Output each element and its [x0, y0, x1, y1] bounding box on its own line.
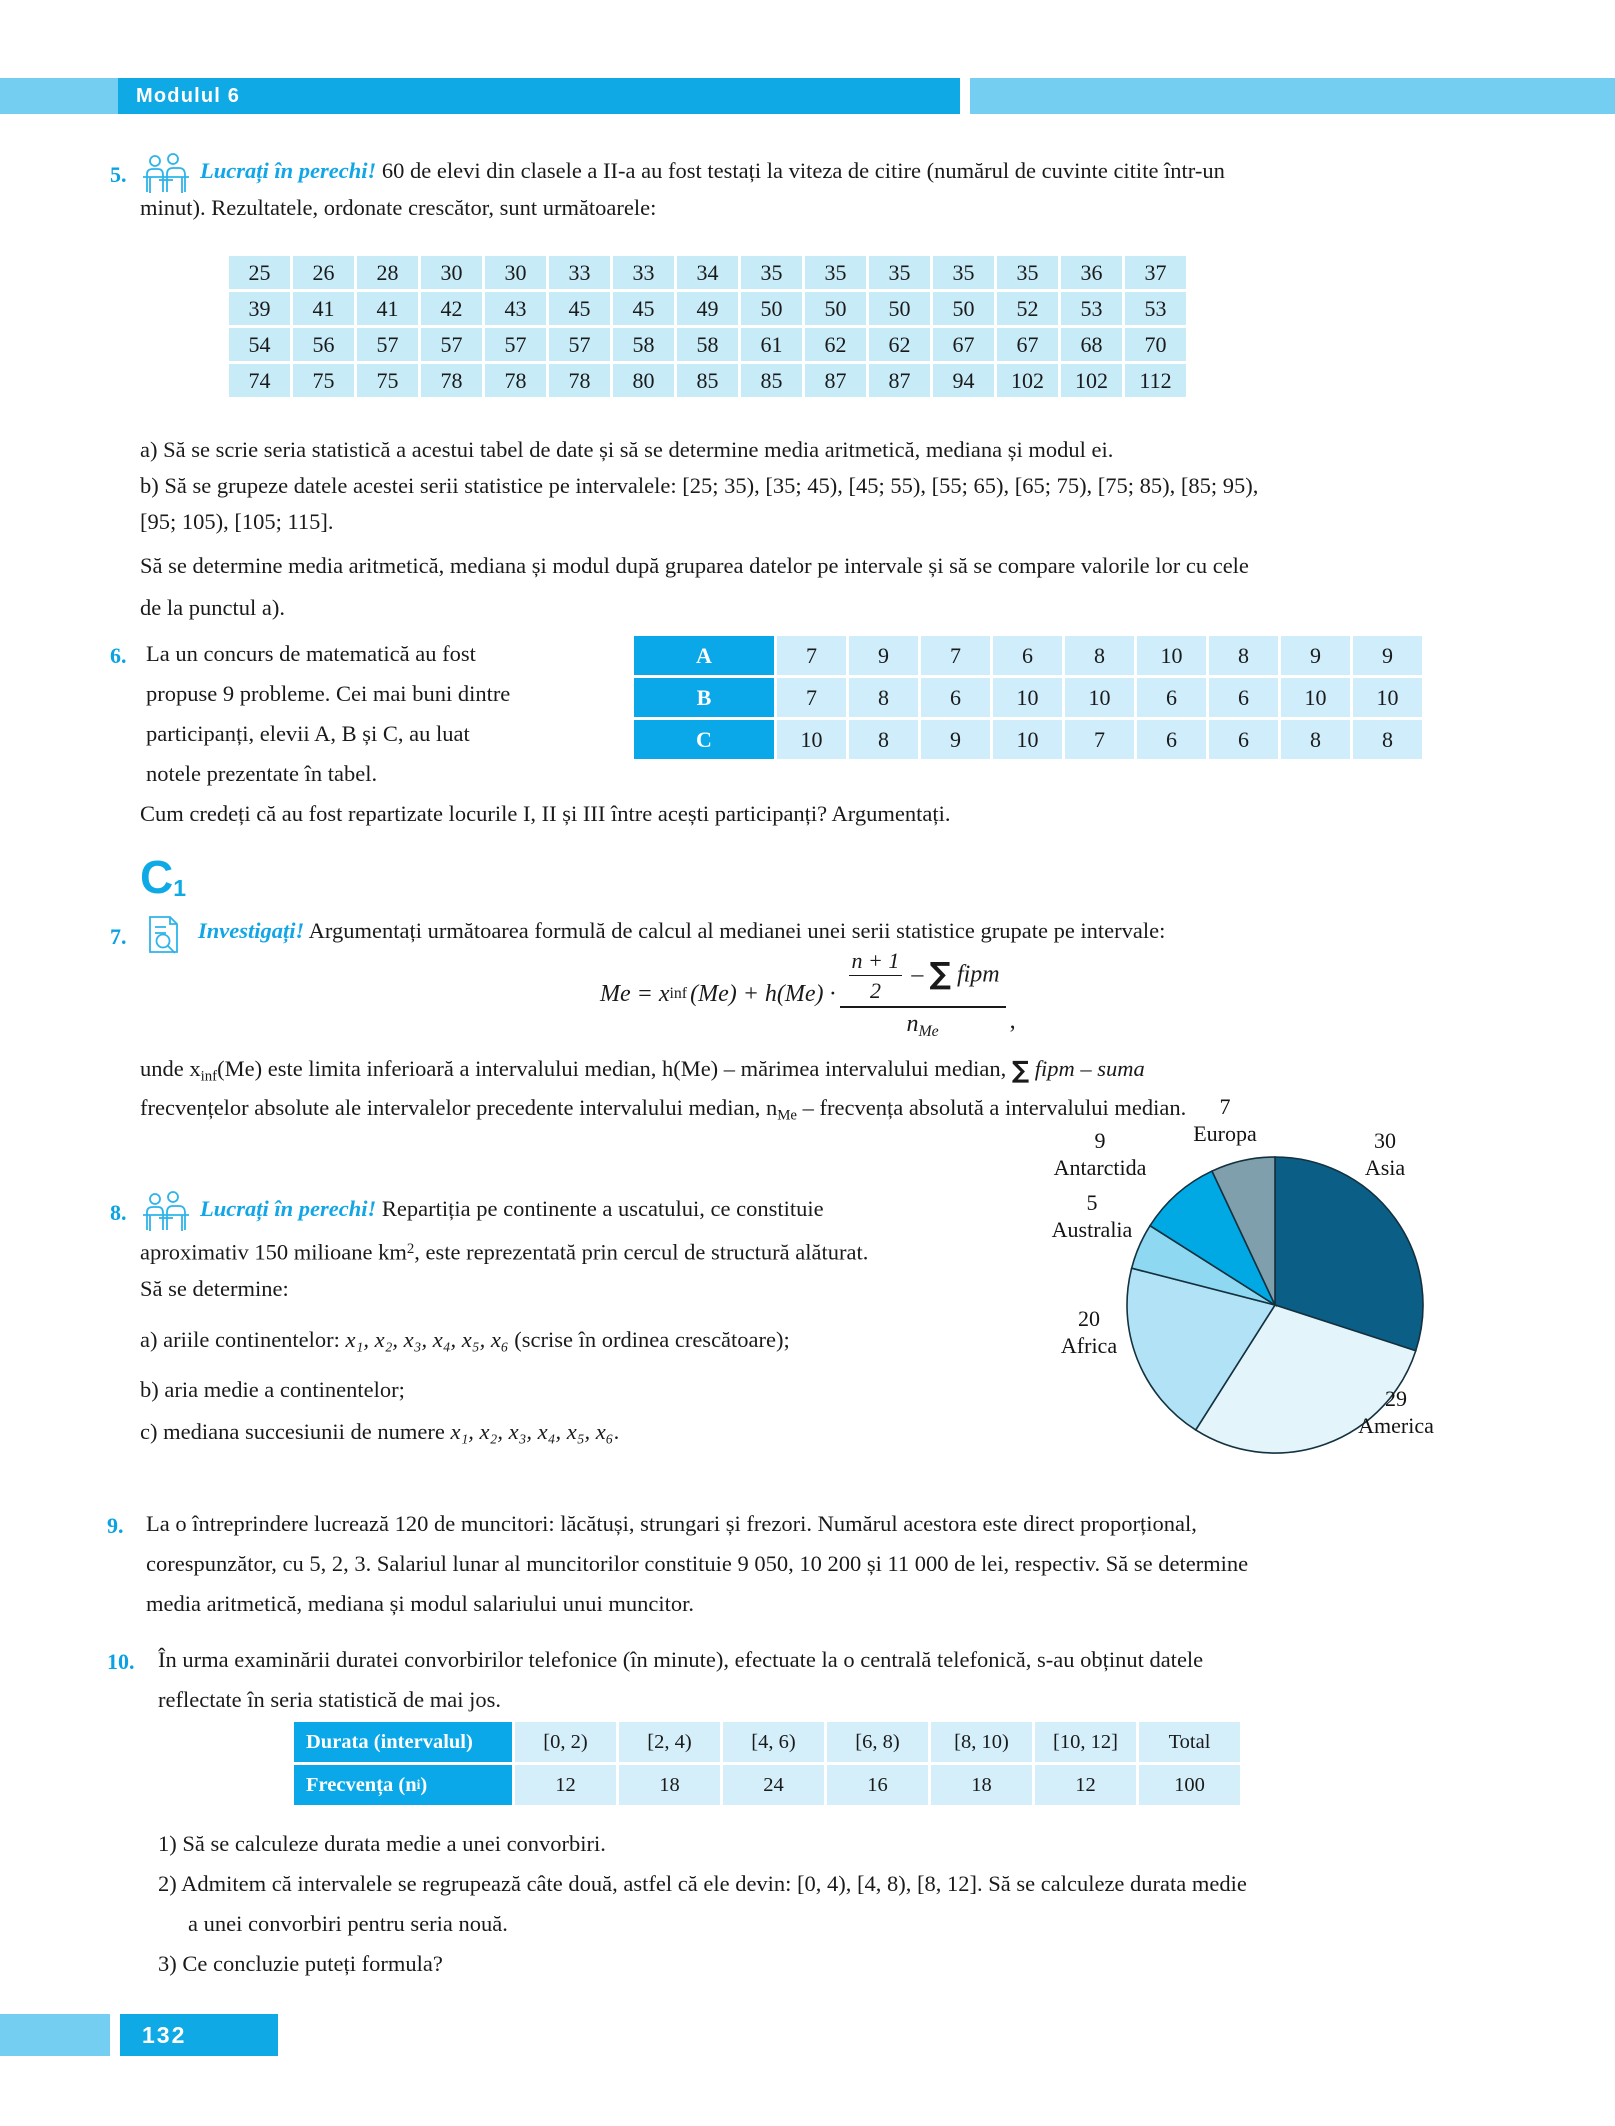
exercise-8-line1	[200, 1191, 1080, 1227]
continents-pie-chart	[1050, 1094, 1490, 1465]
exercise-7-line1	[198, 913, 1518, 949]
data-cell: 36	[1061, 256, 1122, 289]
table-cell: 6	[1137, 678, 1206, 717]
data-cell: 52	[997, 292, 1058, 325]
pie-name-asia: Asia	[1364, 1155, 1406, 1180]
data-cell: 58	[613, 328, 674, 361]
table-cell-frequency: 100	[1139, 1765, 1240, 1805]
section-marker-index: 1	[173, 874, 187, 901]
section-marker-c1	[140, 850, 186, 904]
formula-numerator	[840, 948, 1006, 1006]
ex8-a-vars: x₁, x₂, x₃, x₄, x₅, x₆	[345, 1327, 509, 1352]
table-cell-frequency: 24	[723, 1765, 824, 1805]
data-cell: 45	[613, 292, 674, 325]
note-l1-b: (Me) este limita inferioară a intervalului median, h(Me) – mărimea intervalului median,	[217, 1056, 1012, 1081]
table-cell: 10	[993, 720, 1062, 759]
table-cell: 10	[1353, 678, 1422, 717]
pie-value-australia: 5	[1086, 1190, 1098, 1215]
table-cell: 6	[1209, 720, 1278, 759]
table-cell-interval: [8, 10)	[931, 1722, 1032, 1762]
exercise-9-line1: La o întreprindere lucrează 120 de muncitori: lăcătuși, strungari și frezori. Numărul acestora este direct proporțional,	[146, 1511, 1197, 1536]
exercise-5-sub-b-l2: [95; 105), [105; 115].	[140, 509, 334, 534]
pie-label-asia	[1330, 1127, 1440, 1181]
pie-name-africa: Africa	[1060, 1333, 1118, 1358]
header-gap	[960, 78, 970, 114]
formula-lhs-2: (Me) + h(Me) ·	[690, 980, 836, 1007]
data-cell: 41	[357, 292, 418, 325]
exercise-8-line2	[140, 1231, 1040, 1271]
note-l2-b: – frecvența absolută a intervalului median.	[797, 1095, 1187, 1120]
table-cell-interval: [2, 4)	[619, 1722, 720, 1762]
data-cell: 28	[357, 256, 418, 289]
exercise-10-q3: 3) Ce concluzie puteți formula?	[158, 1951, 443, 1976]
sigma-icon-inline: ∑	[1011, 1056, 1030, 1084]
data-cell: 45	[549, 292, 610, 325]
exercise-6-line2: propuse 9 probleme. Cei mai buni dintre	[146, 681, 511, 706]
data-cell: 94	[933, 364, 994, 397]
table-cell-interval: Total	[1139, 1722, 1240, 1762]
data-cell: 30	[421, 256, 482, 289]
data-cell: 75	[293, 364, 354, 397]
data-cell: 78	[421, 364, 482, 397]
table-cell: 10	[777, 720, 846, 759]
table-cell: 8	[849, 678, 918, 717]
data-cell: 74	[229, 364, 290, 397]
exercise-5-data-grid	[229, 256, 1186, 397]
data-cell: 78	[485, 364, 546, 397]
exercise-8-text2b: , este reprezentată prin cercul de structură alăturat.	[414, 1239, 869, 1265]
formula-inner-fraction	[849, 948, 903, 1004]
exercise-5-sub-b-l4: de la punctul a).	[140, 595, 285, 620]
data-cell: 57	[357, 328, 418, 361]
formula-inner-num: n + 1	[851, 948, 900, 973]
data-cell: 35	[741, 256, 802, 289]
formula-sigma-term: fipm	[956, 961, 1000, 988]
table-cell: 10	[1137, 636, 1206, 675]
exercise-9-line3: media aritmetică, mediana și modul salariului unui muncitor.	[146, 1591, 694, 1616]
data-cell: 70	[1125, 328, 1186, 361]
table-cell: 8	[1281, 720, 1350, 759]
data-cell: 54	[229, 328, 290, 361]
exercise-8-number: 8.	[110, 1200, 127, 1225]
pie-label-africa	[1034, 1305, 1144, 1359]
pie-name-antarctida: Antarctida	[1053, 1155, 1147, 1180]
ex8-c-pre: c) mediana succesiunii de numere	[140, 1419, 451, 1444]
data-cell: 78	[549, 364, 610, 397]
data-cell: 87	[869, 364, 930, 397]
exercise-10-q2-l2: a unei convorbiri pentru seria nouă.	[188, 1911, 508, 1936]
exercise-7-note-l1	[140, 1051, 1520, 1094]
footer-left-accent	[0, 2014, 110, 2056]
table-row-label: C	[634, 720, 774, 759]
exercise-5-line1	[200, 153, 1500, 189]
exercise-10-q1: 1) Să se calculeze durata medie a unei convorbiri.	[158, 1831, 606, 1856]
exercise-8-sub-c	[140, 1414, 1040, 1450]
data-cell: 50	[933, 292, 994, 325]
ex8-a-post: (scrise în ordinea crescătoare);	[508, 1327, 790, 1352]
exercise-7-text: Argumentați următoarea formulă de calcul al medianei unei serii statistice grupate pe intervale:	[304, 918, 1166, 943]
exercise-7-note-l2	[140, 1090, 1520, 1133]
formula-main-fraction	[840, 948, 1006, 1041]
header-left-accent	[0, 78, 118, 114]
pie-name-america: America	[1358, 1413, 1434, 1438]
exercise-5-tag: Lucrați în perechi!	[200, 158, 377, 183]
table-header-frequency: Frecvența (n i )	[294, 1765, 512, 1805]
data-cell: 62	[869, 328, 930, 361]
note-l2-a-sub: Me	[777, 1107, 798, 1124]
exercise-5-sub-b-l3: Să se determine media aritmetică, mediana și modul după gruparea datelor pe intervale și să se compare valorile lor cu cele	[140, 553, 1249, 578]
ex8-c-vars: x₁, x₂, x₃, x₄, x₅, x₆	[450, 1419, 614, 1444]
exercise-8-sub-a	[140, 1322, 1040, 1358]
pie-label-antarctida	[1040, 1127, 1160, 1181]
data-cell: 30	[485, 256, 546, 289]
exercise-5-number: 5.	[110, 162, 127, 187]
pie-value-america: 29	[1385, 1386, 1407, 1411]
data-cell: 35	[805, 256, 866, 289]
table-cell-frequency: 12	[515, 1765, 616, 1805]
formula-minus-sign: –	[911, 961, 924, 988]
ex8-a-pre: a) ariile continentelor:	[140, 1327, 346, 1352]
data-cell: 50	[805, 292, 866, 325]
table-cell-interval: [4, 6)	[723, 1722, 824, 1762]
formula-lhs: Me = x	[600, 980, 670, 1007]
table-cell: 8	[1065, 636, 1134, 675]
exercise-10-line2: reflectate în seria statistică de mai jos.	[158, 1687, 501, 1712]
formula-denominator	[900, 1008, 944, 1041]
pie-value-europa: 7	[1219, 1094, 1231, 1119]
exercise-8-line3: Să se determine:	[140, 1276, 289, 1301]
module-title: Modulul 6	[118, 78, 960, 114]
note-l1-c: fipm – suma	[1029, 1056, 1145, 1081]
data-cell: 49	[677, 292, 738, 325]
table-cell-interval: [0, 2)	[515, 1722, 616, 1762]
pie-name-australia: Australia	[1051, 1217, 1133, 1242]
exercise-6-line1: La un concurs de matematică au fost	[146, 641, 476, 666]
table-cell-frequency: 18	[619, 1765, 720, 1805]
pie-name-europa: Europa	[1193, 1121, 1257, 1146]
data-cell: 26	[293, 256, 354, 289]
table-cell: 9	[849, 636, 918, 675]
data-cell: 87	[805, 364, 866, 397]
table-header-duration: Durata (intervalul)	[294, 1722, 512, 1762]
exercise-6-line4: notele prezentate în tabel.	[146, 761, 378, 786]
exercise-6-scores-table	[634, 636, 1422, 759]
table-cell: 9	[1353, 636, 1422, 675]
formula-inner-den: 2	[869, 978, 881, 1004]
pie-value-antarctida: 9	[1094, 1128, 1106, 1153]
table-cell: 6	[993, 636, 1062, 675]
page-header	[0, 78, 1615, 114]
table-cell: 10	[993, 678, 1062, 717]
data-cell: 53	[1125, 292, 1186, 325]
data-cell: 34	[677, 256, 738, 289]
footer-gap	[110, 2014, 120, 2056]
exercise-8-text2-sup: 2	[406, 1241, 415, 1257]
exercise-5-line2: minut). Rezultatele, ordonate crescător, sunt următoarele:	[140, 195, 657, 220]
page-number: 132	[120, 2014, 278, 2056]
data-cell: 62	[805, 328, 866, 361]
data-cell: 85	[677, 364, 738, 397]
data-cell: 57	[421, 328, 482, 361]
formula-lhs-sub: inf	[669, 985, 688, 1003]
data-cell: 68	[1061, 328, 1122, 361]
data-cell: 50	[869, 292, 930, 325]
exercise-6-line3: participanți, elevii A, B și C, au luat	[146, 721, 470, 746]
data-cell: 57	[485, 328, 546, 361]
table-cell: 7	[921, 636, 990, 675]
table-cell: 8	[1209, 636, 1278, 675]
data-cell: 85	[741, 364, 802, 397]
data-cell: 37	[1125, 256, 1186, 289]
table-cell: 8	[849, 720, 918, 759]
data-cell: 33	[613, 256, 674, 289]
formula-trailing-comma: ,	[1009, 1007, 1016, 1034]
note-l1-a-sub: inf	[200, 1068, 218, 1085]
exercise-6-number: 6.	[110, 643, 127, 668]
table-cell: 7	[1065, 720, 1134, 759]
pair-work-icon	[140, 1190, 192, 1237]
data-cell: 112	[1125, 364, 1186, 397]
data-cell: 53	[1061, 292, 1122, 325]
data-cell: 35	[997, 256, 1058, 289]
median-formula	[600, 948, 1016, 1041]
table-row-label: B	[634, 678, 774, 717]
exercise-6-line5: Cum credeți că au fost repartizate locurile I, II și III între acești participanți? Argumentați.	[140, 801, 951, 826]
pie-value-asia: 30	[1374, 1128, 1396, 1153]
data-cell: 67	[997, 328, 1058, 361]
pie-label-america	[1326, 1385, 1466, 1439]
exercise-9-number: 9.	[107, 1513, 124, 1538]
data-cell: 43	[485, 292, 546, 325]
table-cell-interval: [6, 8)	[827, 1722, 928, 1762]
data-cell: 57	[549, 328, 610, 361]
exercise-8-sub-b: b) aria medie a continentelor;	[140, 1377, 405, 1402]
header-right-accent	[970, 78, 1615, 114]
data-cell: 41	[293, 292, 354, 325]
data-cell: 75	[357, 364, 418, 397]
exercise-10-line1: În urma examinării duratei convorbirilor telefonice (în minute), efectuate la o centrală telefonică, s-au obținut datele	[158, 1647, 1204, 1672]
pie-label-europa	[1170, 1093, 1280, 1147]
data-cell: 102	[1061, 364, 1122, 397]
exercise-10-frequency-table	[294, 1722, 1240, 1805]
pie-value-africa: 20	[1078, 1306, 1100, 1331]
table-cell-frequency: 12	[1035, 1765, 1136, 1805]
exercise-10-q2-l1: 2) Admitem că intervalele se regrupează câte două, astfel că ele devin: [0, 4), [4, 8), [8, 12]. Să se calculeze durata medie	[158, 1871, 1247, 1896]
data-cell: 67	[933, 328, 994, 361]
data-cell: 50	[741, 292, 802, 325]
table-cell: 10	[1065, 678, 1134, 717]
exercise-10-number: 10.	[107, 1649, 135, 1674]
table-cell: 8	[1353, 720, 1422, 759]
data-cell: 39	[229, 292, 290, 325]
data-cell: 33	[549, 256, 610, 289]
formula-den-sub: Me	[918, 1022, 939, 1040]
table-cell: 9	[1281, 636, 1350, 675]
formula-den-n: n	[906, 1010, 919, 1037]
data-cell: 61	[741, 328, 802, 361]
exercise-5-text1: 60 de elevi din clasele a II-a au fost testați la viteza de citire (numărul de cuvinte citite într-un	[376, 158, 1225, 183]
data-cell: 102	[997, 364, 1058, 397]
note-l2-a: frecvențelor absolute ale intervalelor precedente intervalului median, n	[140, 1095, 778, 1120]
data-cell: 35	[869, 256, 930, 289]
exercise-5-sub-a: a) Să se scrie seria statistică a acestui tabel de date și să se determine media aritmetică, mediana și modul ei.	[140, 437, 1114, 462]
table-cell-frequency: 18	[931, 1765, 1032, 1805]
table-cell: 6	[921, 678, 990, 717]
table-cell: 7	[777, 636, 846, 675]
sigma-icon: ∑	[929, 956, 951, 992]
table-cell: 6	[1209, 678, 1278, 717]
data-cell: 35	[933, 256, 994, 289]
table-cell-interval: [10, 12]	[1035, 1722, 1136, 1762]
table-cell: 6	[1137, 720, 1206, 759]
investigate-doc-icon	[144, 914, 184, 961]
exercise-9-line2: corespunzător, cu 5, 2, 3. Salariul lunar al muncitorilor constituie 9 050, 10 200 și 11 000 de lei, respectiv. Să se determine	[146, 1551, 1249, 1576]
exercise-5-sub-b-l1: b) Să se grupeze datele acestei serii statistice pe intervalele: [25; 35), [35; 45), [45; 55), [55; 65), [65; 75), [75; 85), [85; 95),	[140, 473, 1259, 498]
table-cell-frequency: 16	[827, 1765, 928, 1805]
data-cell: 56	[293, 328, 354, 361]
table-cell: 9	[921, 720, 990, 759]
table-cell: 7	[777, 678, 846, 717]
section-marker-letter: C	[140, 851, 174, 903]
page-footer	[0, 2014, 1615, 2056]
data-cell: 80	[613, 364, 674, 397]
data-cell: 25	[229, 256, 290, 289]
note-l1-a: unde x	[140, 1056, 201, 1081]
ex8-c-post: .	[613, 1419, 620, 1444]
table-cell: 10	[1281, 678, 1350, 717]
exercise-8-text1: Repartiția pe continente a uscatului, ce constituie	[376, 1196, 824, 1221]
data-cell: 58	[677, 328, 738, 361]
exercise-7-number: 7.	[110, 924, 127, 949]
data-cell: 42	[421, 292, 482, 325]
exercise-7-tag: Investigați!	[198, 918, 305, 943]
pie-label-australia	[1028, 1189, 1156, 1243]
exercise-8-text2a: aproximativ 150 milioane km	[140, 1239, 407, 1265]
table-row-label: A	[634, 636, 774, 675]
exercise-8-tag: Lucrați în perechi!	[200, 1196, 377, 1221]
